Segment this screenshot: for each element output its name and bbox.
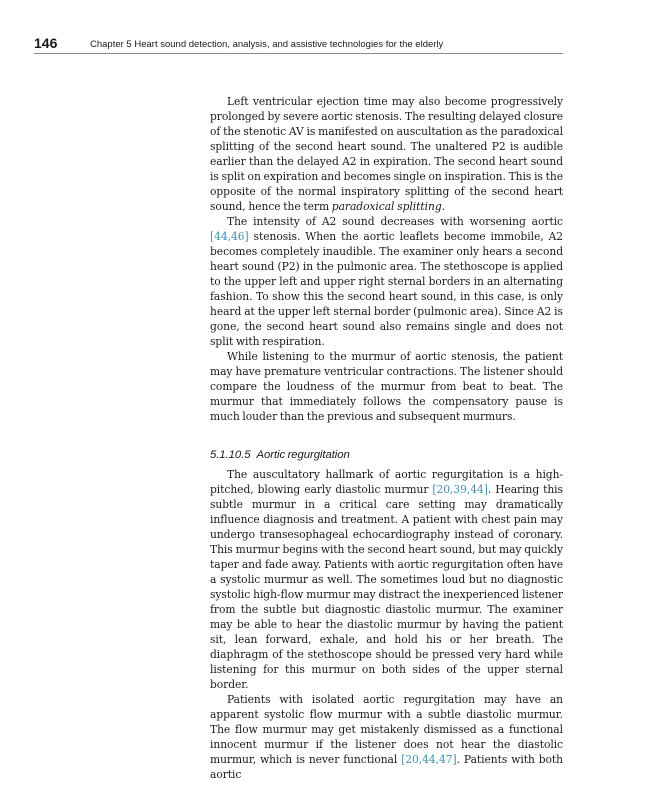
paragraph-text: The intensity of A2 sound decreases with worsening aortic [227,215,563,228]
section-title: Aortic regurgitation [256,449,350,461]
paragraph-text: The auscultatory hallmark of aortic regurgitation is a high-pitched, blowing early diastolic murmur [210,468,563,496]
paragraph [210,467,563,692]
paragraph-text: . [441,200,445,213]
paragraph: While listening to the murmur of aortic stenosis, the patient may have premature ventricular contractions. The listener should compare the loudness of the murmur from beat to beat. The murmur that immediately follows the compensatory pause is much louder than the previous and subsequent murmurs. [210,350,563,423]
citation-link[interactable]: [20,44,47] [401,753,457,766]
paragraph-text: . Patients with both aortic [210,753,563,781]
citation-link[interactable]: [20,39,44] [432,483,488,496]
running-header [34,36,563,54]
section-number: 5.1.10.5 [210,449,251,461]
chapter-title: Chapter 5 Heart sound detection, analysis, and assistive technologies for the elderly [90,39,444,50]
citation-link[interactable]: [44,46] [210,230,249,243]
paragraph-text: stenosis. When the aortic leaflets become immobile, A2 becomes completely inaudible. The examiner only hears a second heart sound (P2) in the pulmonic area. The stethoscope is applied to the upper left and upper right sternal borders in an alternating fashion. To show this the second heart sound, in this case, is only heard at the upper left sternal border (pulmonic area). Since A2 is gone, the second heart sound also remains single and does not split with respiration. [210,230,563,348]
paragraph [210,214,563,349]
body-text [210,94,563,782]
paragraph-text: . Hearing this subtle murmur in a critical care setting may dramatically influence diagnosis and treatment. A patient with chest pain may undergo transesophageal echocardiography instead of coronary. This murmur begins with the second heart sound, but may quickly taper and fade away. Patients with aortic regurgitation often have a systolic murmur as well. The sometimes loud but no diagnostic systolic high-flow murmur may distract the inexperienced listener from the subtle but diagnostic diastolic murmur. The examiner may be able to hear the diastolic murmur by having the patient sit, lean forward, exhale, and hold his or her breath. The diaphragm of the stethoscope should be pressed very hard while listening for this murmur on both sides of the upper sternal border. [210,483,563,691]
paragraph [210,692,563,782]
italic-term: paradoxical splitting [331,200,442,213]
page-number: 146 [34,35,58,51]
paragraph-text: Patients with isolated aortic regurgitation may have an apparent systolic flow murmur with a subtle diastolic murmur. The flow murmur may get mistakenly dismissed as a functional innocent murmur if the listener does not hear the diastolic murmur, which is never functional [210,693,563,766]
paragraph-text: Left ventricular ejection time may also become progressively prolonged by severe aortic stenosis. The resulting delayed closure of the stenotic AV is manifested on auscultation as the paradoxical splitting of the second heart sound. The unaltered P2 is audible earlier than the delayed A2 in expiration. The second heart sound is split on expiration and becomes single on inspiration. This is the opposite of the normal inspiratory splitting of the second heart sound, hence the term [210,95,563,213]
section-heading [210,448,563,462]
paragraph [210,94,563,214]
